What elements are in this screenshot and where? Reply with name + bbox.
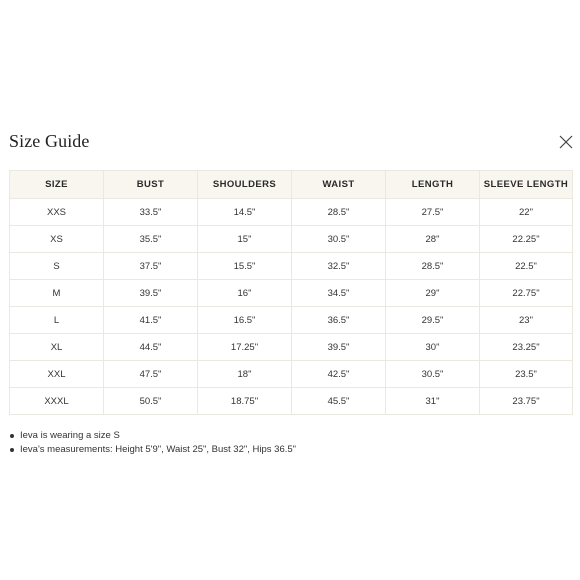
bullet-icon xyxy=(10,448,14,452)
cell-length: 28" xyxy=(386,226,480,253)
model-notes xyxy=(9,429,296,457)
cell-length: 28.5" xyxy=(386,253,480,280)
table-row xyxy=(10,253,573,280)
cell-shoulders: 15.5" xyxy=(198,253,292,280)
close-icon xyxy=(557,133,575,151)
cell-bust: 39.5" xyxy=(104,280,198,307)
cell-bust: 37.5" xyxy=(104,253,198,280)
table-header-row xyxy=(10,171,573,199)
size-table-container xyxy=(9,170,572,415)
cell-waist: 42.5" xyxy=(292,361,386,388)
cell-waist: 28.5" xyxy=(292,199,386,226)
note-text: Ieva is wearing a size S xyxy=(20,430,120,441)
cell-length: 27.5" xyxy=(386,199,480,226)
cell-length: 29" xyxy=(386,280,480,307)
table-body xyxy=(10,199,573,415)
cell-size: S xyxy=(10,253,104,280)
cell-shoulders: 18.75" xyxy=(198,388,292,415)
cell-sleeve-length: 22.5" xyxy=(480,253,573,280)
cell-sleeve-length: 23.5" xyxy=(480,361,573,388)
note-item xyxy=(9,443,296,457)
cell-length: 30" xyxy=(386,334,480,361)
cell-size: XL xyxy=(10,334,104,361)
cell-size: XS xyxy=(10,226,104,253)
header-length: LENGTH xyxy=(386,171,480,199)
cell-sleeve-length: 22.75" xyxy=(480,280,573,307)
size-table xyxy=(9,170,573,415)
bullet-icon xyxy=(10,434,14,438)
cell-bust: 35.5" xyxy=(104,226,198,253)
cell-waist: 36.5" xyxy=(292,307,386,334)
table-row xyxy=(10,334,573,361)
cell-sleeve-length: 23.25" xyxy=(480,334,573,361)
cell-sleeve-length: 23.75" xyxy=(480,388,573,415)
cell-shoulders: 16" xyxy=(198,280,292,307)
cell-waist: 30.5" xyxy=(292,226,386,253)
cell-waist: 39.5" xyxy=(292,334,386,361)
cell-waist: 34.5" xyxy=(292,280,386,307)
cell-size: XXXL xyxy=(10,388,104,415)
header-bust: BUST xyxy=(104,171,198,199)
cell-bust: 47.5" xyxy=(104,361,198,388)
cell-sleeve-length: 22" xyxy=(480,199,573,226)
cell-bust: 44.5" xyxy=(104,334,198,361)
cell-bust: 41.5" xyxy=(104,307,198,334)
note-text: Ieva's measurements: Height 5'9", Waist 25", Bust 32", Hips 36.5" xyxy=(20,444,297,455)
cell-waist: 45.5" xyxy=(292,388,386,415)
cell-shoulders: 16.5" xyxy=(198,307,292,334)
cell-size: L xyxy=(10,307,104,334)
cell-size: XXL xyxy=(10,361,104,388)
cell-shoulders: 14.5" xyxy=(198,199,292,226)
table-row xyxy=(10,307,573,334)
cell-shoulders: 15" xyxy=(198,226,292,253)
cell-sleeve-length: 23" xyxy=(480,307,573,334)
header-shoulders: SHOULDERS xyxy=(198,171,292,199)
table-row xyxy=(10,361,573,388)
cell-sleeve-length: 22.25" xyxy=(480,226,573,253)
table-row xyxy=(10,226,573,253)
cell-length: 30.5" xyxy=(386,361,480,388)
table-row xyxy=(10,199,573,226)
cell-bust: 50.5" xyxy=(104,388,198,415)
cell-shoulders: 17.25" xyxy=(198,334,292,361)
cell-size: XXS xyxy=(10,199,104,226)
note-item xyxy=(9,429,296,443)
cell-length: 29.5" xyxy=(386,307,480,334)
cell-shoulders: 18" xyxy=(198,361,292,388)
header-size: SIZE xyxy=(10,171,104,199)
header-sleeve-length: SLEEVE LENGTH xyxy=(480,171,573,199)
cell-length: 31" xyxy=(386,388,480,415)
cell-size: M xyxy=(10,280,104,307)
close-button[interactable] xyxy=(557,133,575,151)
cell-waist: 32.5" xyxy=(292,253,386,280)
cell-bust: 33.5" xyxy=(104,199,198,226)
modal-title: Size Guide xyxy=(9,131,90,151)
table-row xyxy=(10,388,573,415)
header-waist: WAIST xyxy=(292,171,386,199)
table-row xyxy=(10,280,573,307)
